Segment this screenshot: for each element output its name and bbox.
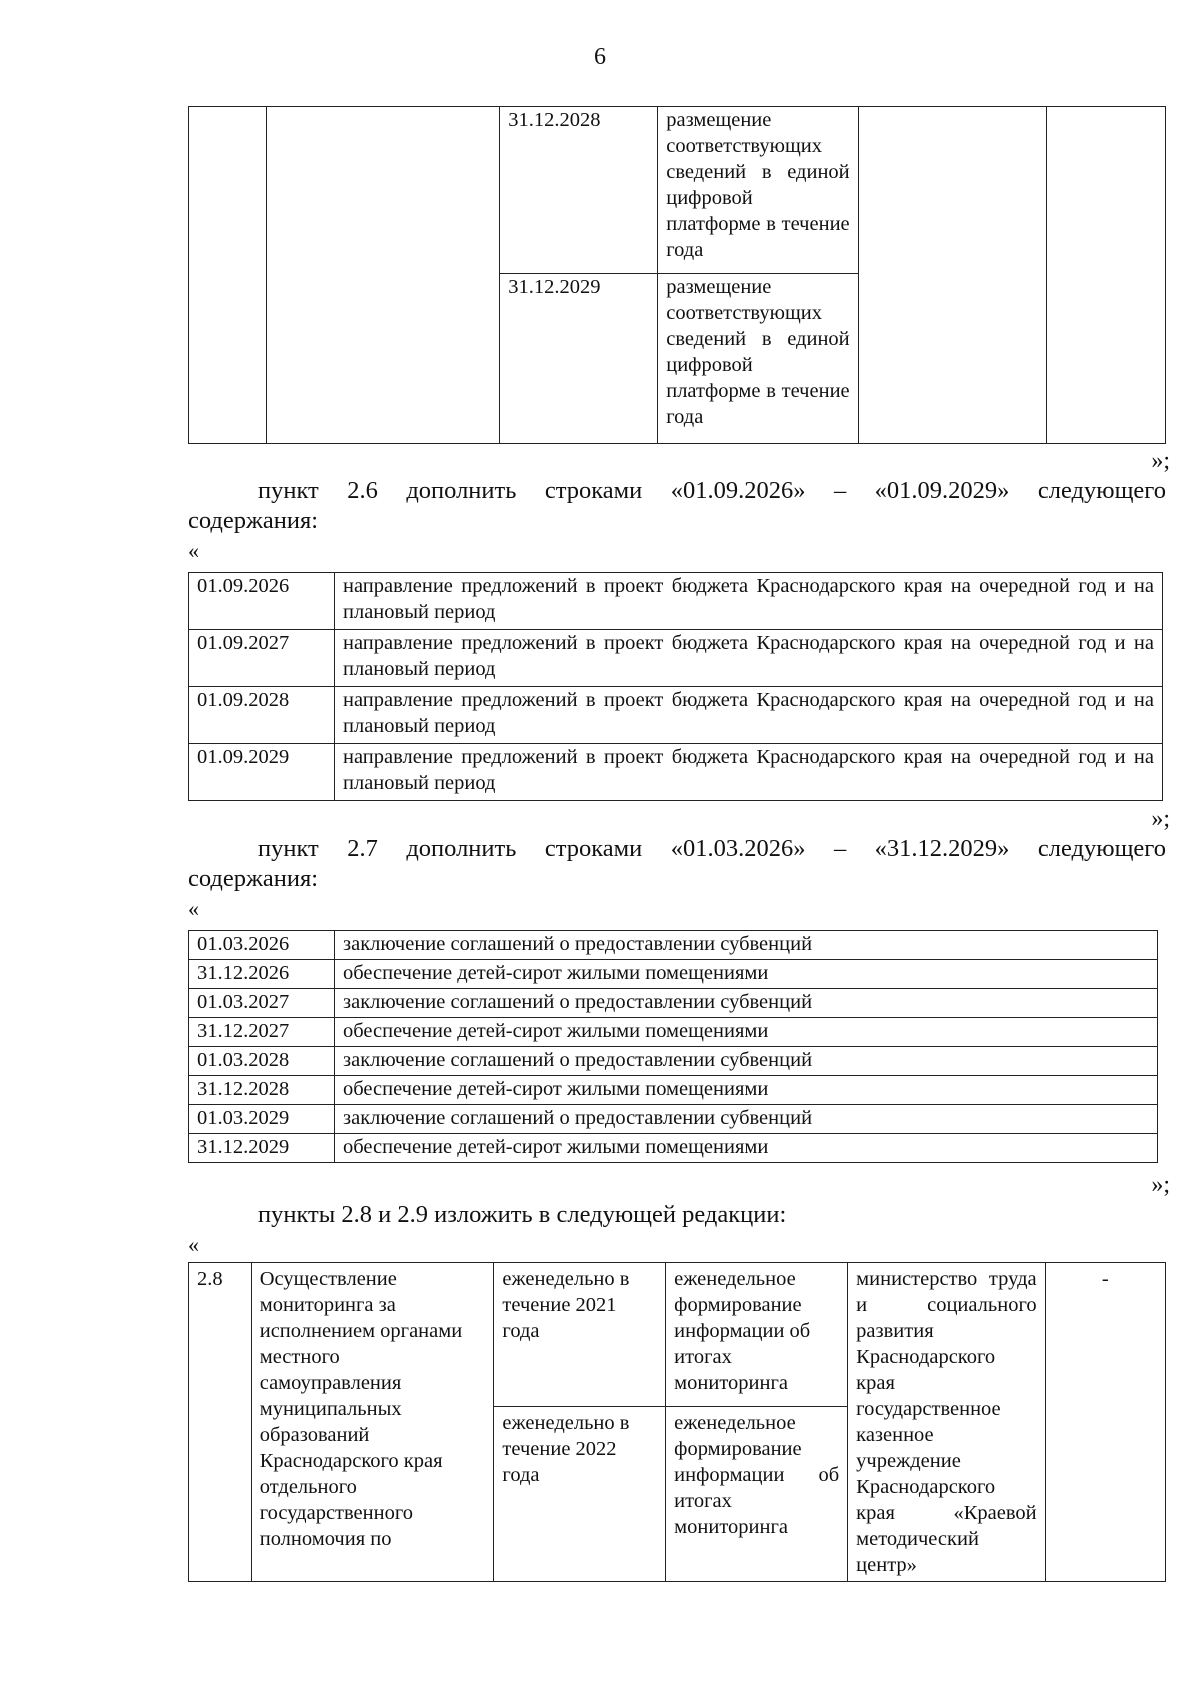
responsible-cell: министерство труда и социального развития Краснодарского края государственное казенное учреждение Краснодарского края «Краевой методический центр» — [848, 1263, 1045, 1582]
table-cell — [189, 107, 267, 444]
text-cell: размещение соответствующих сведений в единой цифровой платформе в течение года — [666, 109, 850, 261]
opening-quote: « — [188, 1232, 199, 1257]
table-cell — [1047, 107, 1166, 444]
date-cell: 31.12.2029 — [189, 1134, 335, 1163]
paragraph-line: содержания: — [188, 507, 319, 534]
text-cell: направление предложений в проект бюджета Краснодарского края на очередной год и на плановый период — [335, 630, 1163, 687]
date-cell: 01.09.2026 — [189, 573, 335, 630]
date-cell: 01.03.2029 — [189, 1105, 335, 1134]
paragraph-2-8-2-9 — [258, 1200, 786, 1230]
result-cell: еженедельное формирование информации об итогах мониторинга — [666, 1263, 848, 1407]
closing-quote: »; — [1151, 806, 1170, 832]
table-cell — [266, 107, 500, 444]
closing-quote: »; — [1151, 448, 1170, 474]
text-cell: направление предложений в проект бюджета Краснодарского края на очередной год и на плановый период — [335, 687, 1163, 744]
result-cell: еженедельное формирование информации об итогах мониторинга — [666, 1406, 848, 1581]
table-cell — [500, 107, 658, 274]
text-cell: обеспечение детей-сирот жилыми помещениями — [335, 1134, 1158, 1163]
table-budget-proposals — [188, 572, 1163, 801]
table-subventions — [188, 930, 1158, 1163]
date-cell: 01.09.2029 — [189, 744, 335, 801]
text-cell: размещение соответствующих сведений в единой цифровой платформе в течение года — [666, 276, 850, 428]
activity-cell: Осуществление мониторинга за исполнением органами местного самоуправления муниципальных образований Краснодарского края отдельного государственного полномочия по — [251, 1263, 494, 1582]
closing-quote: »; — [1151, 1172, 1170, 1198]
text-cell: обеспечение детей-сирот жилыми помещениями — [335, 960, 1158, 989]
date-cell: 31.12.2026 — [189, 960, 335, 989]
text-cell: заключение соглашений о предоставлении субвенций — [335, 1047, 1158, 1076]
date-cell: 31.12.2028 — [189, 1076, 335, 1105]
paragraph-line: содержания: — [188, 865, 319, 892]
text-cell: заключение соглашений о предоставлении субвенций — [335, 1105, 1158, 1134]
paragraph-line: пункт 2.7 дополнить строками «01.03.2026» – «31.12.2029» следующего — [258, 835, 1166, 862]
table-cell — [500, 274, 658, 444]
text-cell: заключение соглашений о предоставлении субвенций — [335, 931, 1158, 960]
text-cell: обеспечение детей-сирот жилыми помещениями — [335, 1018, 1158, 1047]
item-number: 2.8 — [189, 1263, 252, 1582]
table-cell — [658, 107, 858, 274]
text-cell: обеспечение детей-сирот жилыми помещениями — [335, 1076, 1158, 1105]
date-cell: 01.09.2028 — [189, 687, 335, 744]
text-cell: направление предложений в проект бюджета Краснодарского края на очередной год и на плановый период — [335, 573, 1163, 630]
opening-quote: « — [188, 538, 199, 563]
date-cell: 01.03.2028 — [189, 1047, 335, 1076]
paragraph-line: пункты 2.8 и 2.9 изложить в следующей редакции: — [258, 1201, 787, 1228]
paragraph-2-7 — [188, 834, 1166, 894]
date-cell: 01.03.2026 — [189, 931, 335, 960]
table-monitoring — [188, 1262, 1166, 1582]
date-cell: 01.03.2027 — [189, 989, 335, 1018]
table-cell — [858, 107, 1046, 444]
period-cell: еженедельно в течение 2022 года — [494, 1406, 666, 1581]
period-cell: еженедельно в течение 2021 года — [494, 1263, 666, 1407]
date-cell: 31.12.2029 — [508, 276, 601, 298]
date-cell: 31.12.2027 — [189, 1018, 335, 1047]
paragraph-2-6 — [188, 476, 1166, 536]
paragraph-line: пункт 2.6 дополнить строками «01.09.2026» – «01.09.2029» следующего — [258, 477, 1166, 504]
table-cell — [658, 274, 858, 444]
opening-quote: « — [188, 896, 199, 921]
table-continuation — [188, 106, 1166, 444]
date-cell: 31.12.2028 — [508, 109, 601, 131]
date-cell: 01.09.2027 — [189, 630, 335, 687]
text-cell: заключение соглашений о предоставлении субвенций — [335, 989, 1158, 1018]
dash-cell: - — [1045, 1263, 1165, 1582]
page-number: 6 — [594, 44, 606, 70]
text-cell: направление предложений в проект бюджета Краснодарского края на очередной год и на плановый период — [335, 744, 1163, 801]
